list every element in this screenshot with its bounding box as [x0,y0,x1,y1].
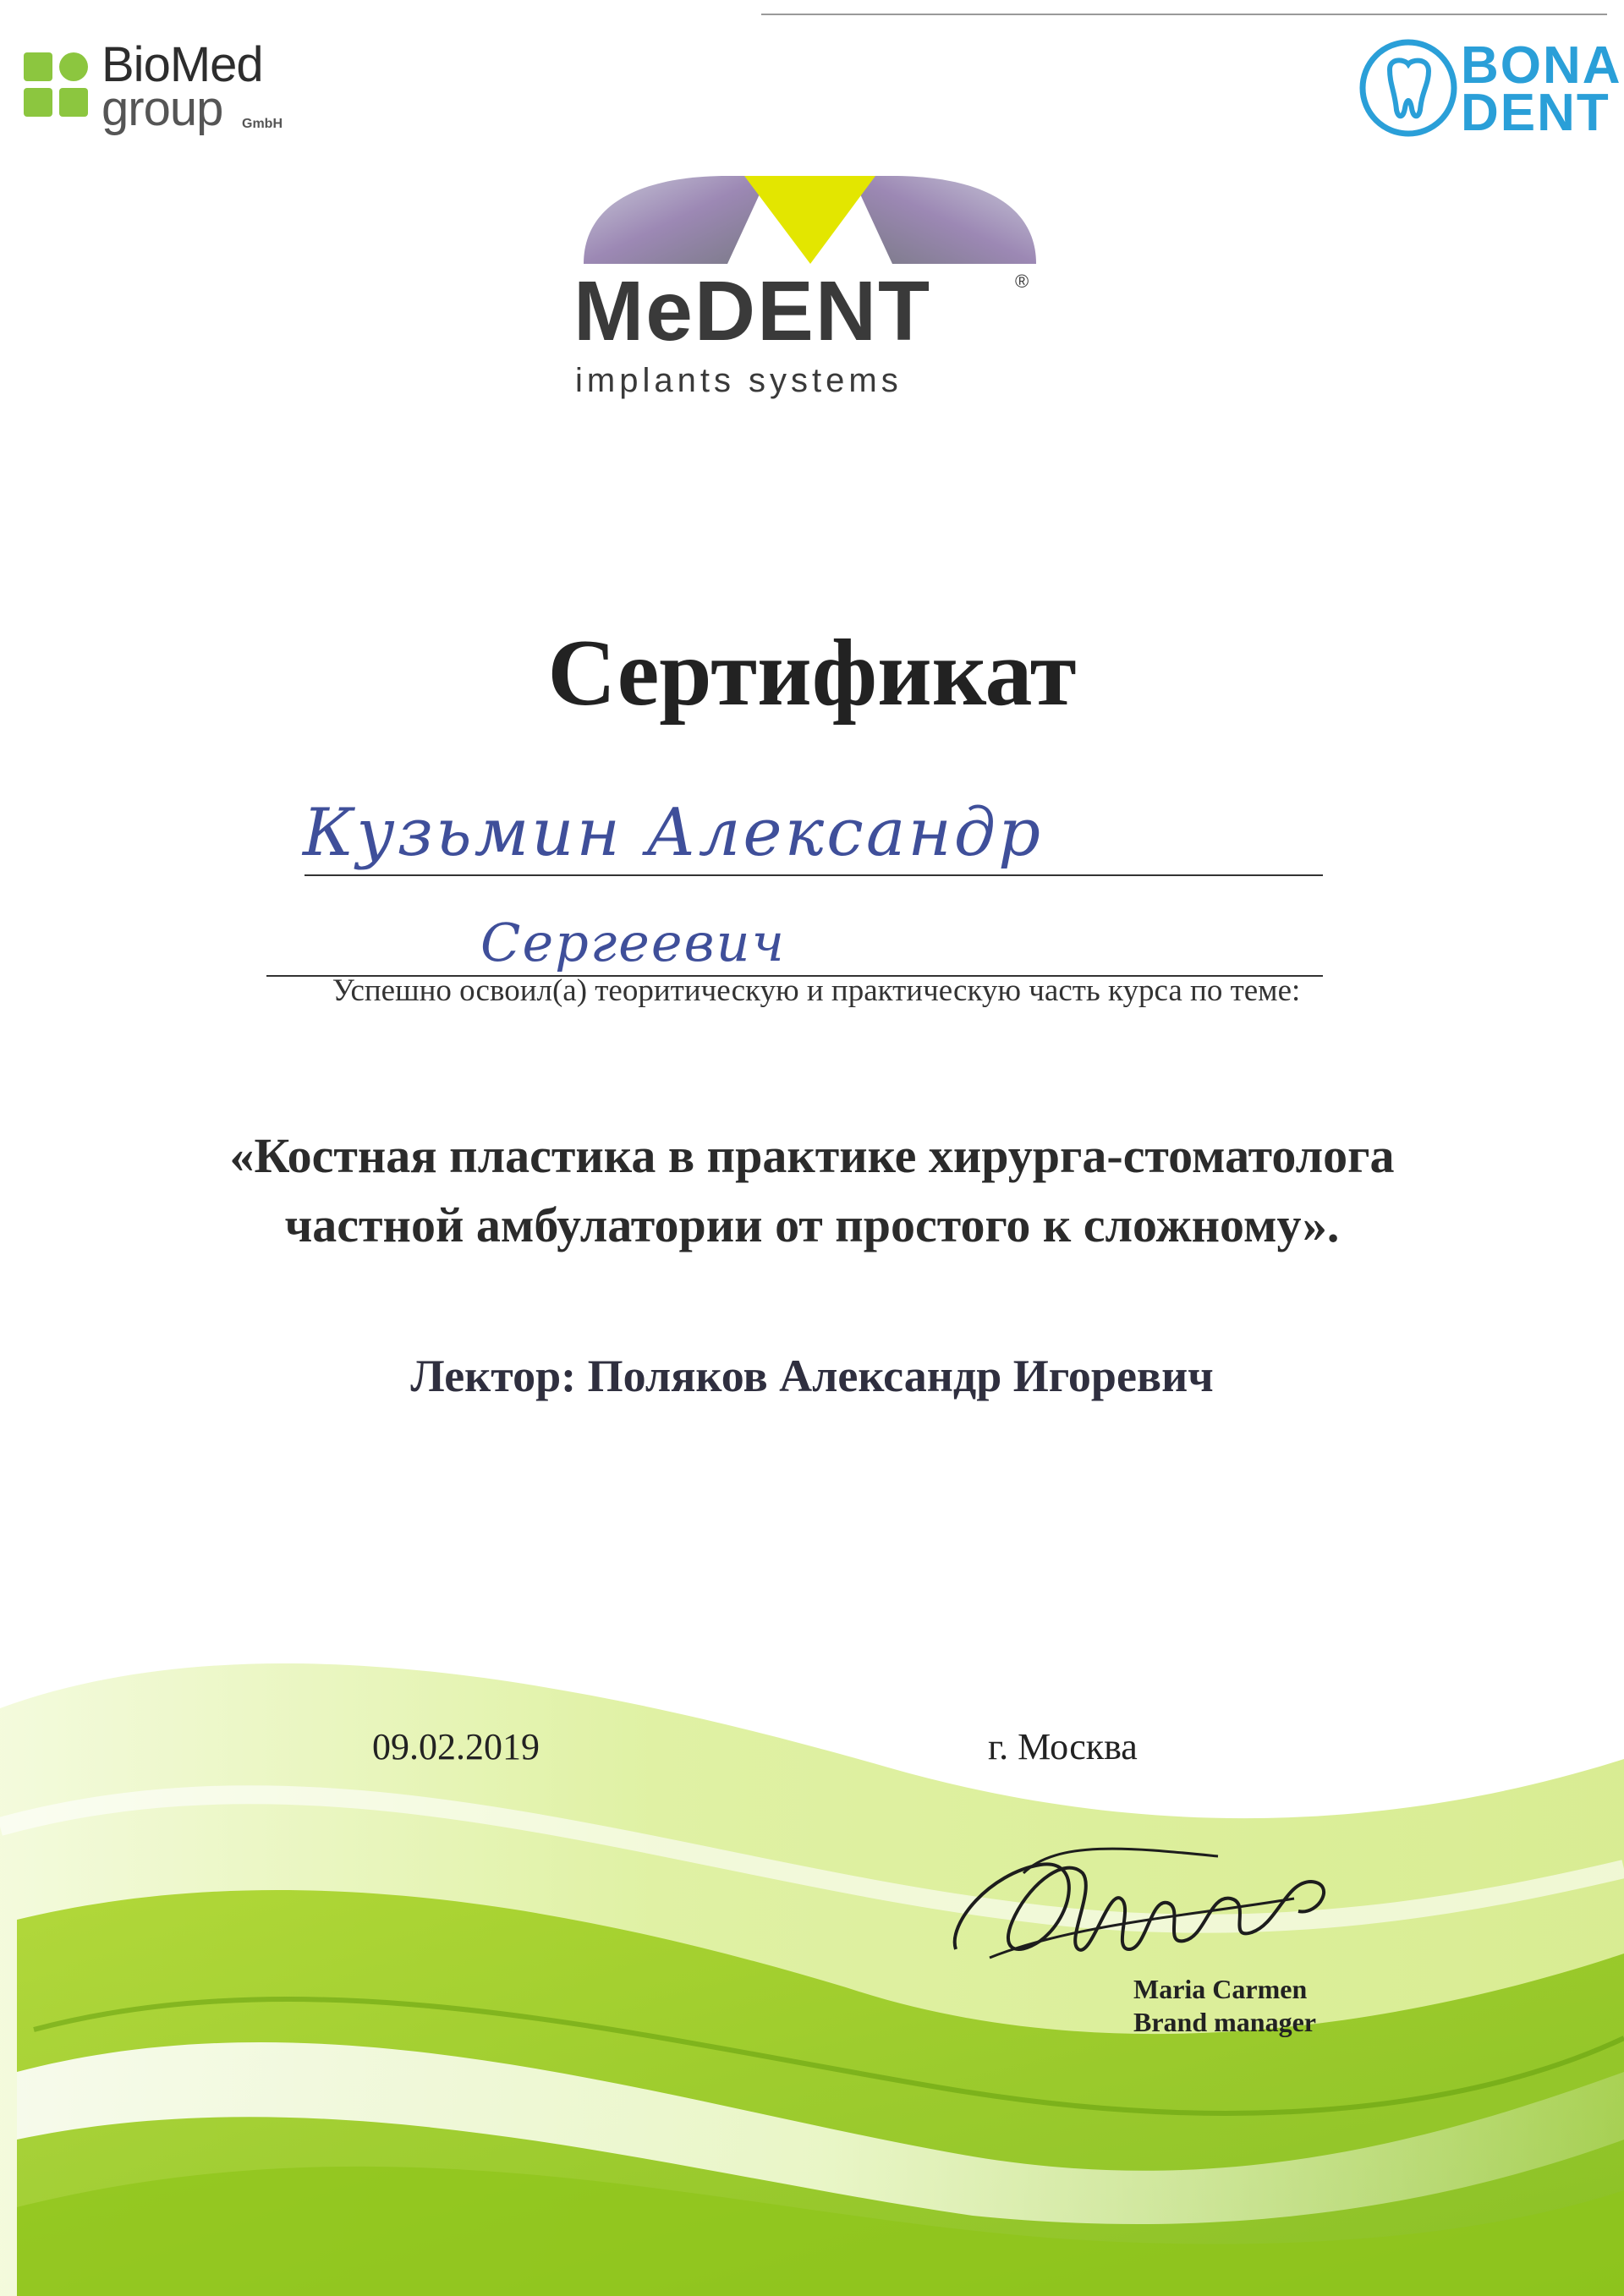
signer-title: Brand manager [1133,2007,1316,2037]
biomed-group-logo [24,37,294,137]
bona-dent-logo-text: BONA DENT [1461,36,1622,142]
completion-text: Успешно освоил(а) теоритическую и практическую часть курса по теме: [332,973,1301,1008]
name-underline-1 [304,874,1323,876]
medent-logo [567,169,1057,406]
issue-date: 09.02.2019 [372,1726,540,1767]
handwritten-signature [939,1822,1345,1983]
signer-name: Maria Carmen [1133,1974,1308,2004]
medent-logo-text: MeDENT [573,264,932,359]
bona-dent-logo [1358,36,1622,154]
biomed-logo-text: BioMed [102,37,263,92]
green-wave-decoration [0,1632,1624,2296]
registered-mark: ® [1015,271,1029,292]
page-edge-line [761,14,1607,15]
tooth-icon [1358,36,1462,140]
course-title [0,1121,1624,1260]
course-title-line2: частной амбулатории от простого к сложному». [284,1197,1340,1252]
biomed-logo-group-text: group [102,81,223,136]
course-title-line1: «Костная пластика в практике хирурга-стоматолога [229,1128,1395,1183]
issue-city: г. Москва [988,1726,1138,1767]
lecturer-line: Лектор: Поляков Александр Игоревич [410,1351,1214,1401]
biomed-logo-gmbh-text: GmbH [242,117,283,131]
medent-tagline: implants systems [575,362,903,399]
medent-emblem-icon [567,169,1057,271]
recipient-name-handwritten-line1: Кузьмин Александр [303,795,1044,871]
biomed-squares-icon [24,52,91,120]
recipient-name-handwritten-line2: Сергеевич [480,912,787,973]
certificate-title: Сертификат [547,621,1077,726]
